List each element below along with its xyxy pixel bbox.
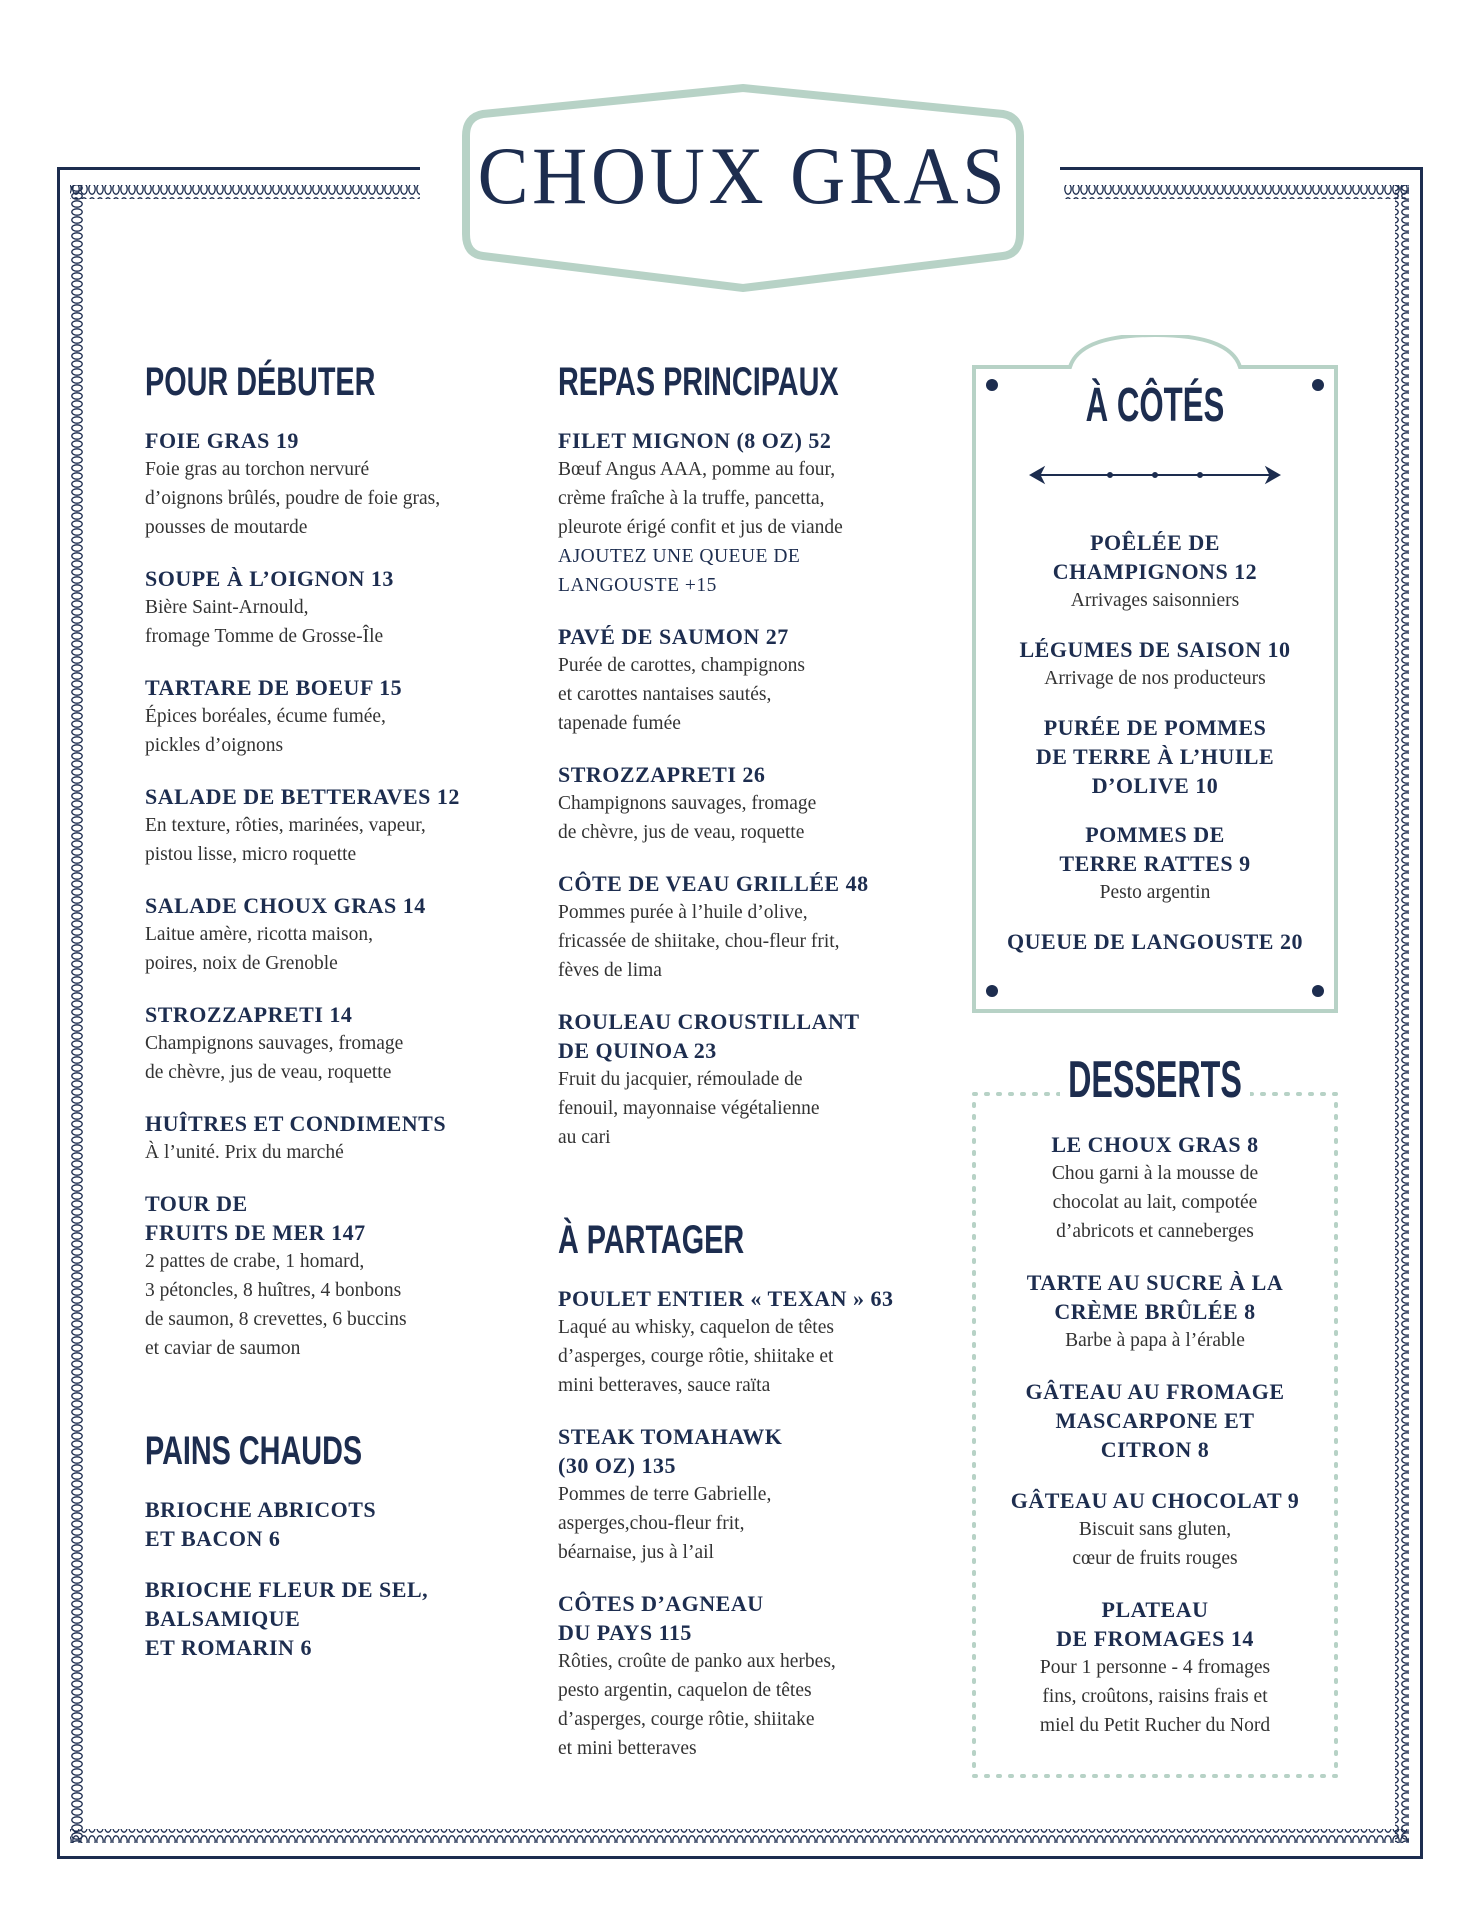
desserts-item	[985, 1486, 1325, 1573]
item-description: Purée de carottes, champignons et carottes nantaises sautés, tapenade fumée	[558, 655, 805, 734]
sides-item	[985, 927, 1325, 956]
item-description: Pommes purée à l’huile d’olive, fricassée de shiitake, chou-fleur frit, fèves de lima	[558, 902, 840, 981]
item-description: Pour 1 personne - 4 fromages fins, croûtons, raisins frais et miel du Petit Rucher du Nord	[1039, 1657, 1271, 1736]
column-left	[145, 360, 545, 1684]
desserts-item	[985, 1595, 1325, 1740]
starters-item	[145, 891, 545, 978]
sharing-title: À PARTAGER	[558, 1218, 745, 1262]
item-name: STROZZAPRETI 14	[145, 1002, 353, 1027]
breads-item	[145, 1575, 545, 1662]
item-description: Rôties, croûte de panko aux herbes, pesto argentin, caquelon de têtes d’asperges, courge rôtie, shiitake et mini betteraves	[558, 1651, 836, 1759]
starters-item	[145, 673, 545, 760]
desserts-list	[985, 1130, 1325, 1762]
item-name: GÂTEAU AU FROMAGE MASCARPONE ET CITRON 8	[1025, 1379, 1285, 1462]
desserts-title: DESSERTS	[1068, 1051, 1242, 1109]
item-description: Pesto argentin	[1099, 882, 1211, 903]
item-description: Foie gras au torchon nervuré d’oignons brûlés, poudre de foie gras, pousses de moutarde	[145, 459, 441, 538]
starters-title: POUR DÉBUTER	[145, 360, 376, 404]
breads-title: PAINS CHAUDS	[145, 1429, 363, 1473]
sides-item	[985, 820, 1325, 907]
item-name: CÔTES D’AGNEAU DU PAYS 115	[558, 1591, 764, 1645]
sides-item	[985, 635, 1325, 693]
sides-list	[985, 528, 1325, 976]
item-name: POULET ENTIER « TEXAN » 63	[558, 1286, 894, 1311]
item-name: FOIE GRAS 19	[145, 428, 299, 453]
item-name: GÂTEAU AU CHOCOLAT 9	[1010, 1488, 1300, 1513]
item-name: BRIOCHE FLEUR DE SEL, BALSAMIQUE ET ROMARIN 6	[145, 1577, 429, 1660]
item-name: SALADE DE BETTERAVES 12	[145, 784, 460, 809]
starters-item	[145, 1189, 545, 1363]
column-middle	[558, 360, 958, 1785]
starters-item	[145, 426, 545, 542]
item-name: POÊLÉE DE CHAMPIGNONS 12	[1052, 530, 1258, 584]
item-name: LÉGUMES DE SAISON 10	[1019, 637, 1291, 662]
item-description: Laqué au whisky, caquelon de têtes d’asperges, courge rôtie, shiitake et mini betteraves, sauce raïta	[558, 1317, 834, 1396]
breads-list	[145, 1495, 545, 1662]
starters-item	[145, 564, 545, 651]
item-description: Fruit du jacquier, rémoulade de fenouil, mayonnaise végétalienne au cari	[558, 1069, 820, 1148]
item-name: PLATEAU DE FROMAGES 14	[1056, 1597, 1254, 1651]
item-name: ROULEAU CROUSTILLANT DE QUINOA 23	[558, 1009, 860, 1063]
item-name: STROZZAPRETI 26	[558, 762, 766, 787]
starters-item	[145, 1109, 545, 1167]
item-description: En texture, rôties, marinées, vapeur, pistou lisse, micro roquette	[145, 815, 426, 865]
mains-list	[558, 426, 958, 1152]
item-description: Champignons sauvages, fromage de chèvre, jus de veau, roquette	[558, 793, 817, 843]
item-name: TARTE AU SUCRE À LA CRÈME BRÛLÉE 8	[1026, 1270, 1284, 1324]
item-description: Bœuf Angus AAA, pomme au four, crème fraîche à la truffe, pancetta, pleurote érigé confit et jus de viande	[558, 459, 843, 538]
item-description: Épices boréales, écume fumée, pickles d’oignons	[145, 706, 386, 756]
item-name: QUEUE DE LANGOUSTE 20	[1007, 929, 1303, 954]
sharing-item	[558, 1422, 958, 1567]
item-name: TARTARE DE BOEUF 15	[145, 675, 403, 700]
sides-title: À CÔTÉS	[1085, 379, 1225, 432]
item-name: LE CHOUX GRAS 8	[1051, 1132, 1259, 1157]
item-description: Arrivages saisonniers	[1070, 590, 1240, 611]
item-description: Laitue amère, ricotta maison, poires, noix de Grenoble	[145, 924, 373, 974]
item-name: CÔTE DE VEAU GRILLÉE 48	[558, 871, 869, 896]
item-description: Champignons sauvages, fromage de chèvre, jus de veau, roquette	[145, 1033, 404, 1083]
desserts-item	[985, 1130, 1325, 1246]
item-name: SOUPE À L’OIGNON 13	[145, 566, 394, 591]
item-addon: AJOUTEZ UNE QUEUE DE LANGOUSTE +15	[558, 546, 801, 596]
starters-item	[145, 782, 545, 869]
item-name: BRIOCHE ABRICOTS ET BACON 6	[145, 1497, 377, 1551]
mains-item	[558, 760, 958, 847]
item-description: Pommes de terre Gabrielle, asperges,chou-fleur frit, béarnaise, jus à l’ail	[558, 1484, 772, 1563]
item-description: Arrivage de nos producteurs	[1044, 668, 1266, 689]
item-name: PAVÉ DE SAUMON 27	[558, 624, 789, 649]
mains-item	[558, 869, 958, 985]
starters-list	[145, 426, 545, 1363]
sharing-item	[558, 1284, 958, 1400]
item-description: Biscuit sans gluten, cœur de fruits rouges	[1072, 1519, 1238, 1569]
desserts-item	[985, 1268, 1325, 1355]
starters-item	[145, 1000, 545, 1087]
item-description: À l’unité. Prix du marché	[145, 1142, 344, 1163]
mains-title: REPAS PRINCIPAUX	[558, 360, 839, 404]
breads-item	[145, 1495, 545, 1553]
mains-item	[558, 426, 958, 600]
item-description: Bière Saint-Arnould, fromage Tomme de Grosse-Île	[145, 597, 384, 647]
mains-item	[558, 622, 958, 738]
item-name: TOUR DE FRUITS DE MER 147	[145, 1191, 366, 1245]
desserts-item	[985, 1377, 1325, 1464]
item-name: PURÉE DE POMMES DE TERRE À L’HUILE D’OLIVE 10	[1035, 715, 1275, 798]
sharing-list	[558, 1284, 958, 1763]
item-name: STEAK TOMAHAWK (30 OZ) 135	[558, 1424, 783, 1478]
item-name: FILET MIGNON (8 OZ) 52	[558, 428, 832, 453]
item-name: SALADE CHOUX GRAS 14	[145, 893, 426, 918]
item-name: POMMES DE TERRE RATTES 9	[1059, 822, 1251, 876]
sides-item	[985, 528, 1325, 615]
item-name: HUÎTRES ET CONDIMENTS	[145, 1111, 447, 1136]
sides-item	[985, 713, 1325, 800]
item-description: 2 pattes de crabe, 1 homard, 3 pétoncles, 8 huîtres, 4 bonbons de saumon, 8 crevettes, 6 buccins et caviar de saumon	[145, 1251, 407, 1359]
item-description: Chou garni à la mousse de chocolat au lait, compotée d’abricots et canneberges	[1051, 1163, 1259, 1242]
item-description: Barbe à papa à l’érable	[1065, 1330, 1245, 1351]
restaurant-name: CHOUX GRAS	[477, 130, 1009, 221]
mains-item	[558, 1007, 958, 1152]
sharing-item	[558, 1589, 958, 1763]
